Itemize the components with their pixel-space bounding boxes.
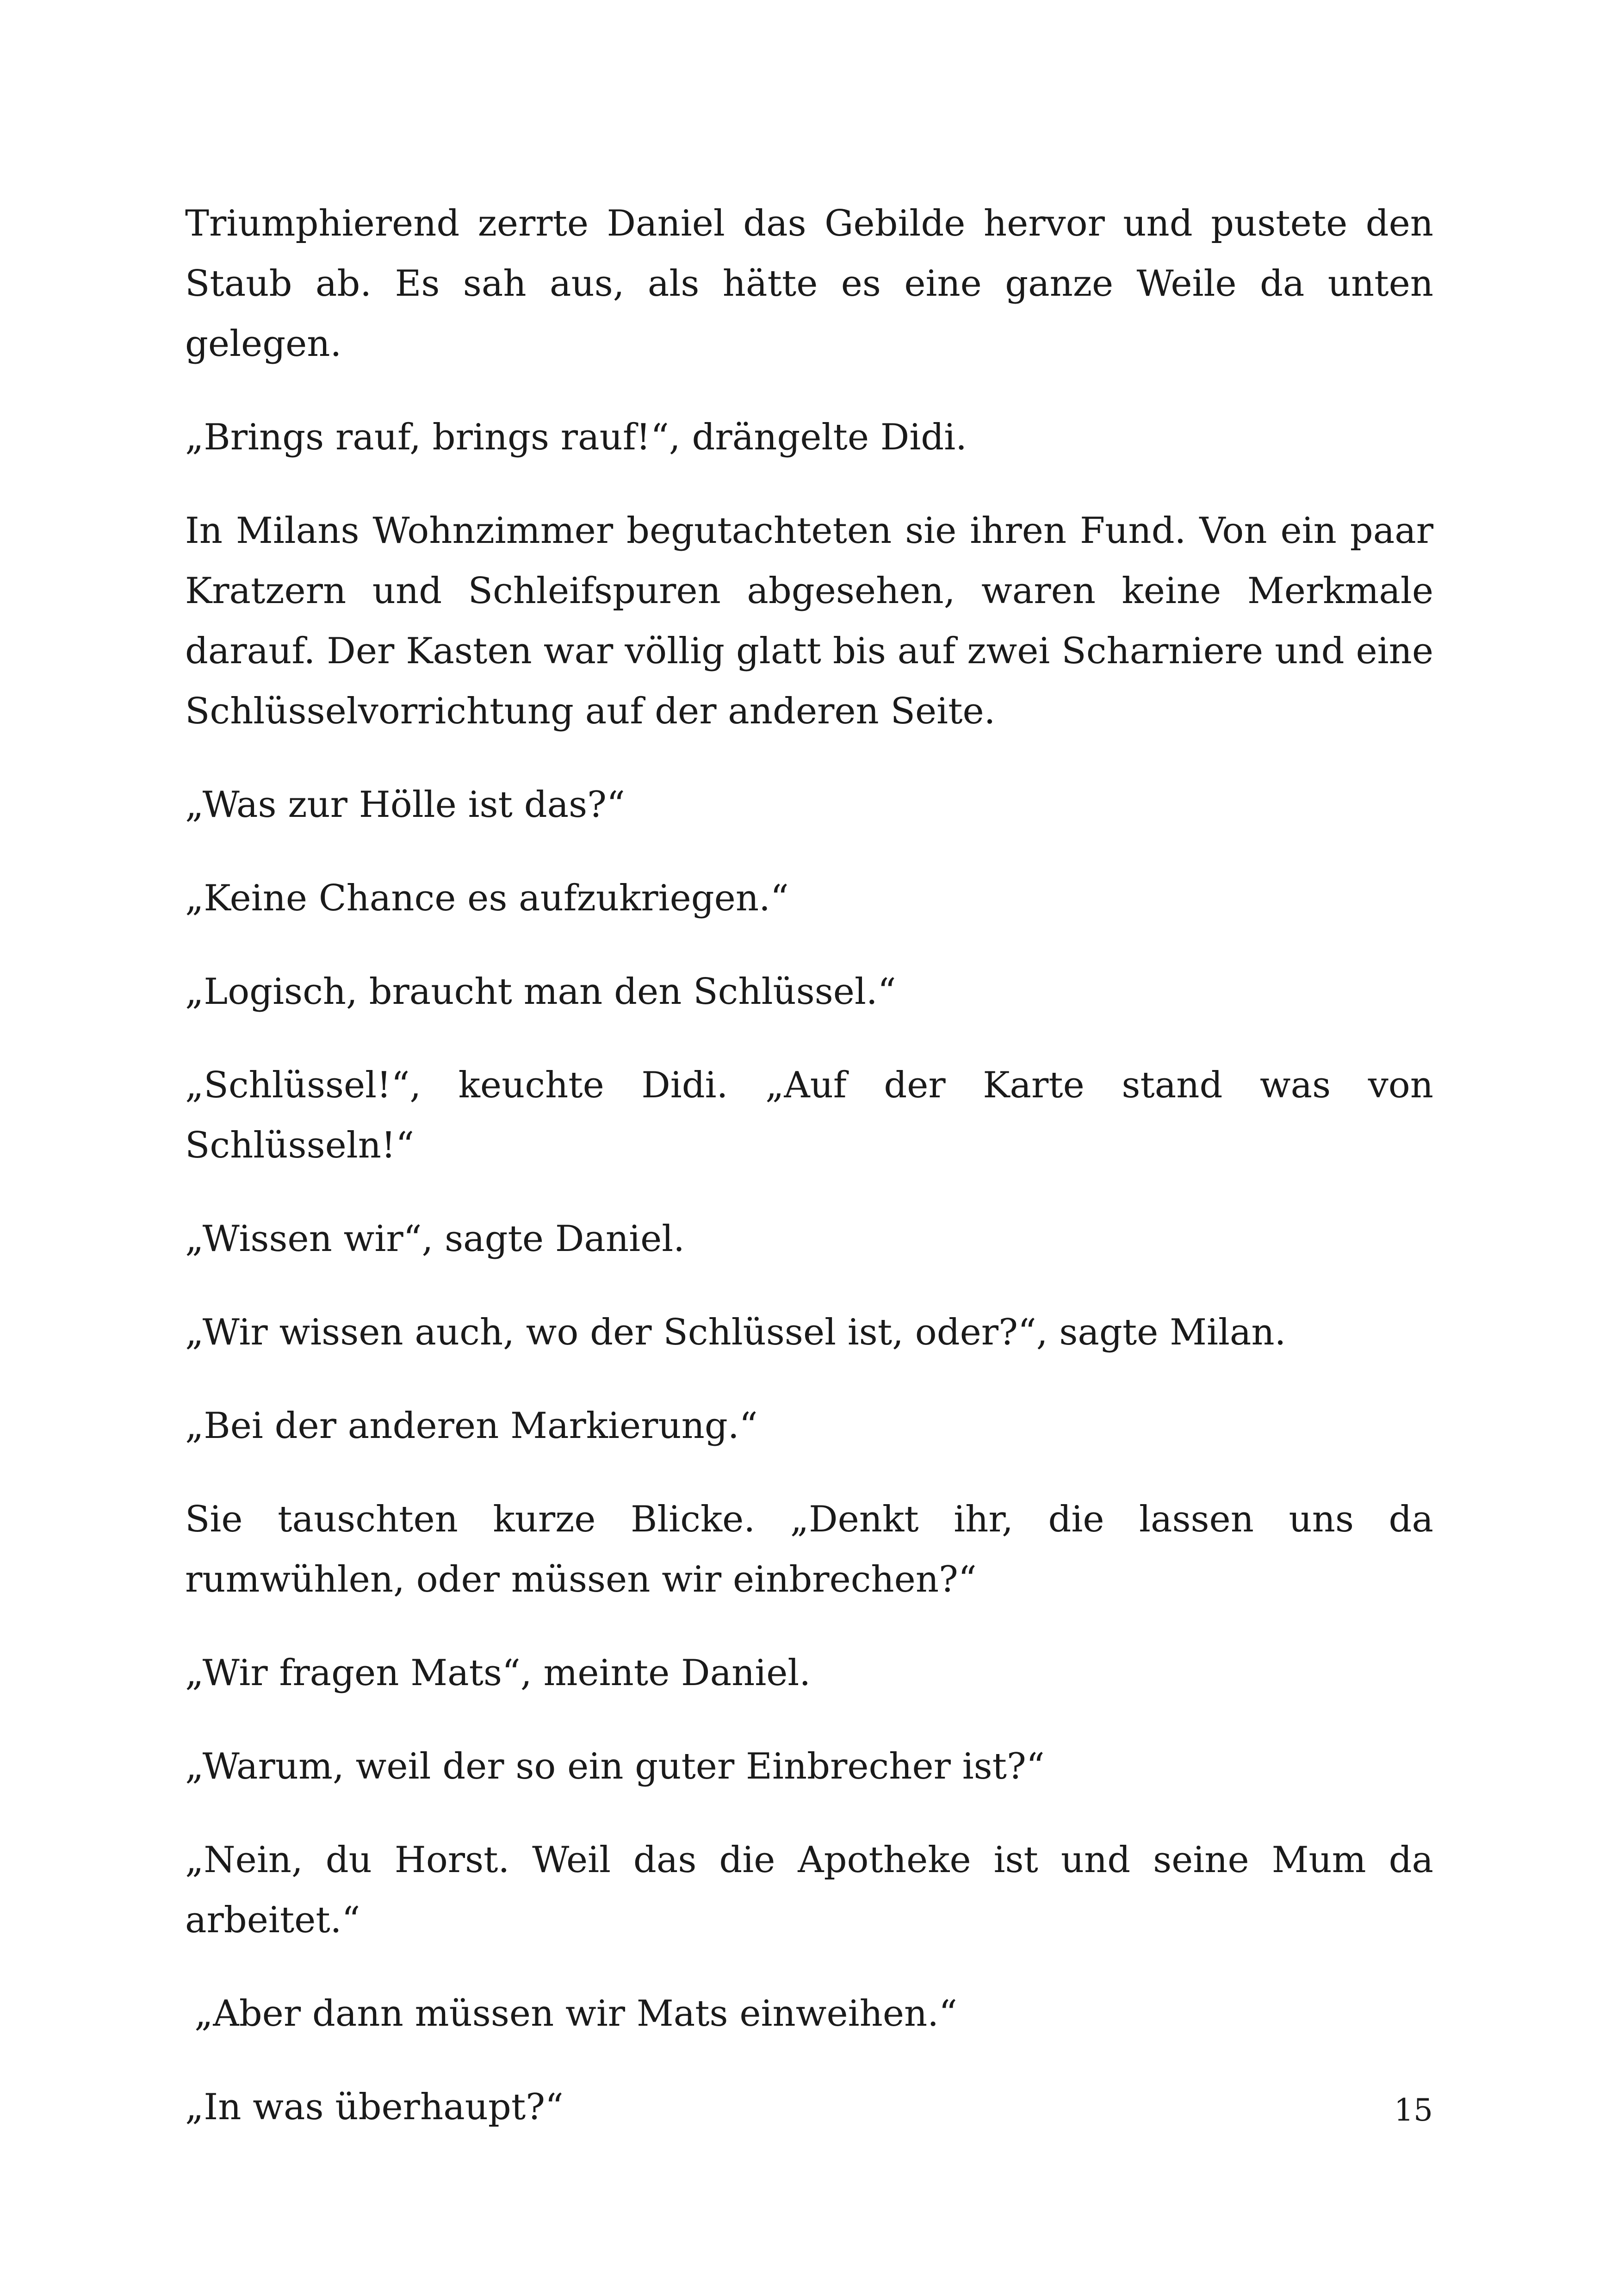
paragraph: „Aber dann müssen wir Mats einweihen.“ [194,1993,957,2035]
paragraph: „Wissen wir“, sagte Daniel. [185,1218,685,1260]
paragraph: „Wir fragen Mats“, meinte Daniel. [185,1652,811,1694]
paragraph: „Bei der anderen Markierung.“ [185,1405,758,1447]
paragraph: Sie tauschten kurze Blicke. „Denkt ihr, die lassen uns da rumwühlen, oder müssen wir einbrechen?“ [185,1499,1433,1600]
paragraph: In Milans Wohnzimmer begutachteten sie ihren Fund. Von ein paar Kratzern und Schleifspuren abgesehen, waren keine Merkmale darauf. Der Kasten war völlig glatt bis auf zwei Scharniere und eine Schlüsselvorrichtung auf der anderen Seite. [185,510,1433,732]
page-number: 15 [1394,2092,1433,2128]
paragraph: „Brings rauf, brings rauf!“, drängelte Didi. [185,417,967,458]
paragraph: „Warum, weil der so ein guter Einbrecher ist?“ [185,1746,1045,1787]
paragraph: „Logisch, braucht man den Schlüssel.“ [185,971,896,1013]
paragraph: Triumphierend zerrte Daniel das Gebilde hervor und pustete den Staub ab. Es sah aus, als hätte es eine ganze Weile da unten gelegen. [185,203,1433,365]
paragraph: „Wir wissen auch, wo der Schlüssel ist, oder?“, sagte Milan. [185,1312,1286,1353]
paragraph: „Was zur Hölle ist das?“ [185,784,625,826]
paragraph: „Keine Chance es aufzukriegen.“ [185,877,789,919]
paragraph: „Nein, du Horst. Weil das die Apotheke ist und seine Mum da arbeitet.“ [185,1839,1433,1941]
paragraph: „In was überhaupt?“ [185,2086,564,2128]
body-text [185,193,1433,2171]
paragraph: „Schlüssel!“, keuchte Didi. „Auf der Karte stand was von Schlüsseln!“ [185,1064,1433,1166]
